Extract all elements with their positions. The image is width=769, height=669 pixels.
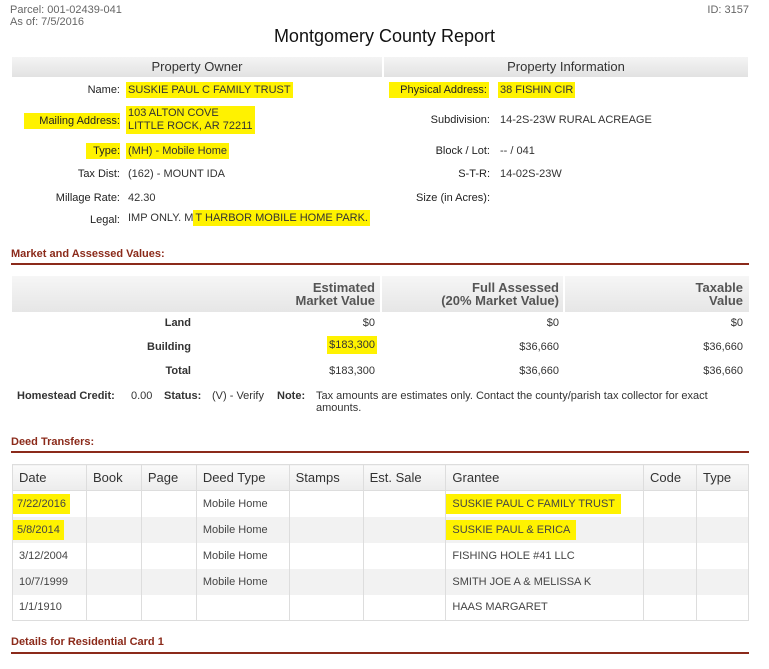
mailing-address-label: Mailing Address: [24,113,120,129]
property-type: (MH) - Mobile Home [128,145,228,157]
physical-address: 38 FISHIN CIR [500,84,574,96]
deed-type: Mobile Home [196,569,289,595]
mailing-line-1: 103 ALTON COVE [128,107,219,119]
col-grantee[interactable]: Grantee [446,465,644,491]
mailing-line-2: LITTLE ROCK, AR 72211 [128,120,253,132]
deed-date: 3/12/2004 [13,543,87,569]
col-type[interactable]: Type [696,465,748,491]
deed-type: Mobile Home [196,517,289,543]
deed-date: 1/1/1910 [13,595,87,621]
market-section-rule [11,263,749,265]
col-stamps[interactable]: Stamps [289,465,363,491]
owner-name: SUSKIE PAUL C FAMILY TRUST [128,84,291,96]
deed-table-header [13,465,749,491]
deed-section-rule [11,451,749,453]
physical-address-label: Physical Address: [389,82,489,98]
status-value: (V) - Verify [212,390,264,402]
block-lot-label: Block / Lot: [435,145,490,157]
deed-grantee: SUSKIE PAUL C FAMILY TRUST [446,494,621,514]
est-market-value-header: Estimated Market Value [295,280,375,308]
legal-description [128,212,370,224]
land-est: $0 [362,317,375,329]
type-label: Type: [86,143,120,159]
status-label: Status: [164,390,202,402]
str-label: S-T-R: [458,168,490,180]
deed-date: 7/22/2016 [13,494,70,514]
col-code[interactable]: Code [644,465,697,491]
parcel-number: Parcel: 001-02439-041 [10,4,122,16]
deed-transfers-section-title: Deed Transfers: [11,436,95,448]
deed-grantee: HAAS MARGARET [446,595,644,621]
col-date[interactable]: Date [13,465,87,491]
as-of-date: As of: 7/5/2016 [10,16,84,28]
tax-dist: (162) - MOUNT IDA [128,168,225,180]
col-deed-type[interactable]: Deed Type [196,465,289,491]
land-label: Land [164,317,191,329]
property-information-heading: Property Information [384,57,748,77]
deed-grantee: FISHING HOLE #41 LLC [446,543,644,569]
tax-dist-label: Tax Dist: [77,168,120,180]
note-label: Note: [277,390,306,402]
table-row [13,543,749,569]
residential-section-rule [11,652,749,654]
page-title: Montgomery County Report [273,26,496,46]
property-owner-heading: Property Owner [12,57,382,77]
building-label: Building [147,341,191,353]
legal-label: Legal: [90,214,120,226]
market-values-section-title: Market and Assessed Values: [11,248,165,260]
building-full: $36,660 [519,341,559,353]
table-row [13,491,749,517]
table-row [13,595,749,621]
residential-card-section-title: Details for Residential Card 1 [11,636,164,648]
subdivision: 14-2S-23W RURAL ACREAGE [500,114,652,126]
legal-highlighted: T HARBOR MOBILE HOME PARK. [195,212,368,224]
note-text: Tax amounts are estimates only. Contact the county/parish tax collector for exact amounts. [316,390,708,414]
col-page[interactable]: Page [141,465,196,491]
millage-rate-label: Millage Rate: [55,192,120,204]
deed-type [196,595,289,621]
land-full: $0 [546,317,559,329]
block-lot: -- / 041 [500,145,535,157]
total-tax: $36,660 [703,365,743,377]
deed-grantee: SMITH JOE A & MELISSA K [446,569,644,595]
deed-transfers-table [12,464,749,621]
col-est-sale[interactable]: Est. Sale [363,465,446,491]
size-acres-label: Size (in Acres): [416,192,490,204]
name-label: Name: [87,84,120,96]
taxable-value-header: Taxable Value [695,280,743,308]
millage-rate: 42.30 [128,192,156,204]
deed-date: 10/7/1999 [13,569,87,595]
homestead-label: Homestead Credit: [17,390,115,402]
mailing-address [126,106,255,134]
total-full: $36,660 [519,365,559,377]
table-row [13,569,749,595]
table-row [13,517,749,543]
total-est: $183,300 [329,365,375,377]
legal-prefix: IMP ONLY. M [128,212,194,224]
col-book[interactable]: Book [86,465,141,491]
str-value: 14-02S-23W [500,168,562,180]
homestead-credit: 0.00 [131,390,153,402]
deed-type: Mobile Home [196,543,289,569]
total-label: Total [165,365,191,377]
deed-type: Mobile Home [196,491,289,517]
deed-date: 5/8/2014 [13,520,64,540]
building-est: $183,300 [290,339,377,351]
subdivision-label: Subdivision: [430,114,490,126]
land-tax: $0 [730,317,743,329]
full-assessed-header: Full Assessed (20% Market Value) [441,280,559,308]
building-tax: $36,660 [703,341,743,353]
deed-grantee: SUSKIE PAUL & ERICA [446,520,576,540]
record-id: ID: 3157 [707,4,749,16]
